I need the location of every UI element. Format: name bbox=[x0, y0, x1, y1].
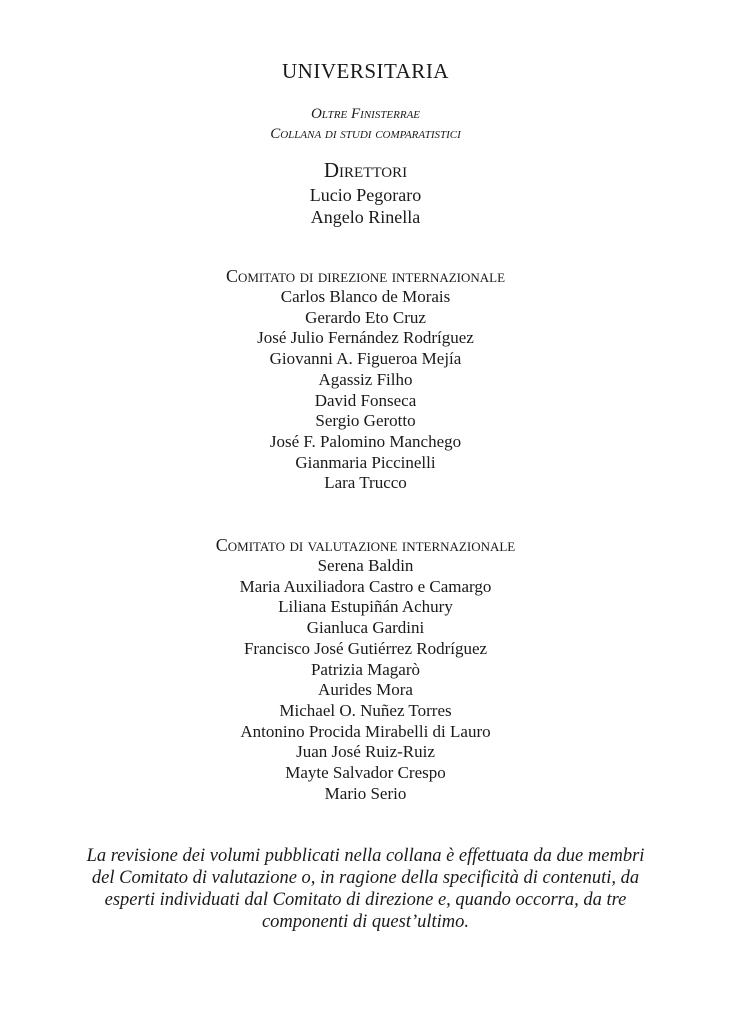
member-name: Aurides Mora bbox=[318, 680, 413, 700]
direttori-list bbox=[0, 184, 731, 228]
member-name: Francisco José Gutiérrez Rodríguez bbox=[243, 638, 488, 658]
member-name: Lara Trucco bbox=[324, 473, 407, 493]
collana-block bbox=[0, 104, 731, 144]
collana-name: Oltre Finisterrae bbox=[310, 106, 421, 122]
review-note: La revisione dei volumi pubblicati nella collana è effettuata da due membri del Comitato di valutazione o, in ragione della specificità di contenuti, da esperti individuati dal Comitato di direzione e, quando occorra, da tre componenti di quest’ultimo. bbox=[86, 846, 645, 932]
member-name: Gerardo Eto Cruz bbox=[305, 307, 426, 327]
member-name: Michael O. Nuñez Torres bbox=[279, 700, 452, 720]
comitato-valutazione-heading: Comitato di valutazione internazionale bbox=[215, 535, 516, 555]
direttori-heading: Direttori bbox=[323, 158, 408, 182]
series-title: UNIVERSITARIA bbox=[282, 59, 449, 83]
member-name: Mario Serio bbox=[324, 783, 407, 803]
member-name: Juan José Ruiz-Ruiz bbox=[296, 742, 435, 762]
member-name: Giovanni A. Figueroa Mejía bbox=[269, 349, 462, 369]
comitato-valutazione-list bbox=[0, 556, 731, 804]
member-name: Mayte Salvador Crespo bbox=[285, 763, 446, 783]
member-name: Maria Auxiliadora Castro e Camargo bbox=[239, 576, 492, 596]
member-name: Angelo Rinella bbox=[310, 207, 421, 227]
member-name: Gianmaria Piccinelli bbox=[295, 452, 436, 472]
member-name: José F. Palomino Manchego bbox=[269, 431, 462, 451]
member-name: Antonino Procida Mirabelli di Lauro bbox=[240, 721, 491, 741]
member-name: Gianluca Gardini bbox=[306, 618, 425, 638]
member-name: David Fonseca bbox=[314, 390, 417, 410]
member-name: Liliana Estupiñán Achury bbox=[278, 597, 453, 617]
member-name: Carlos Blanco de Morais bbox=[280, 287, 451, 306]
comitato-direzione-list bbox=[0, 287, 731, 494]
member-name: José Julio Fernández Rodríguez bbox=[257, 328, 474, 348]
collana-subtitle: Collana di studi comparatistici bbox=[270, 126, 461, 142]
member-name: Sergio Gerotto bbox=[315, 411, 416, 431]
member-name: Serena Baldin bbox=[317, 556, 414, 575]
comitato-direzione-heading: Comitato di direzione internazionale bbox=[225, 266, 506, 286]
member-name: Patrizia Magarò bbox=[310, 659, 421, 679]
member-name: Agassiz Filho bbox=[318, 369, 413, 389]
member-name: Lucio Pegoraro bbox=[309, 185, 422, 205]
